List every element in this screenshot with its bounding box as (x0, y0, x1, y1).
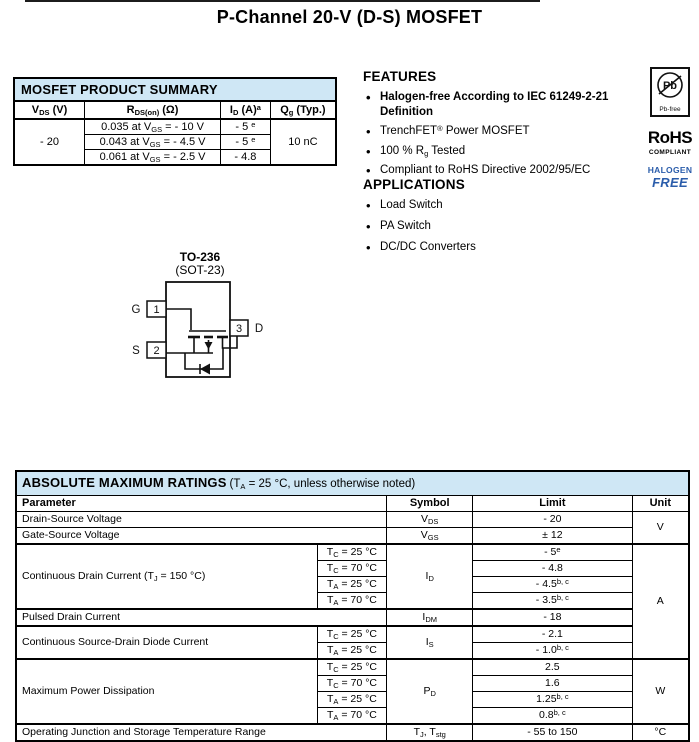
table-row: Operating Junction and Storage Temperature Range $T_J$, $T_{stg}$ - 55 to 150 °C (16, 724, 689, 741)
mosfet-symbol (166, 309, 237, 374)
top-rule (25, 0, 540, 2)
list-item: • Halogen-free According to IEC 61249-2-21 Definition (363, 90, 625, 120)
abs-title: ABSOLUTE MAXIMUM RATINGS (22, 475, 227, 490)
pin1-number: 1 (153, 304, 160, 316)
table-row: Gate-Source Voltage $V_{GS}$ ± 12 (16, 528, 689, 545)
table-row: $T_C = 70$ °C 1.6 (16, 676, 689, 692)
summary-qg-value: 10 nC (270, 119, 336, 165)
summary-rds-value: 0.061 at $V_{GS}$ = - 2.5 V (85, 150, 221, 166)
table-row: Maximum Power Dissipation $T_C = 25$ °C $P_D$ 2.5 W (16, 659, 689, 676)
rohs-title: RoHS (647, 128, 693, 147)
summary-vds-value: - 20 (14, 119, 85, 165)
summary-id-value: - 5 $^e$ (221, 119, 271, 135)
abs-header-row (16, 496, 689, 512)
table-row: $T_A = 25$ °C 1.25$^{b, c}$ (16, 692, 689, 708)
summary-col-vds: $V_{DS}$ (V) (14, 101, 85, 119)
col-symbol: Symbol (387, 496, 473, 512)
table-row: $T_A = 70$ °C 0.8$^{b, c}$ (16, 708, 689, 725)
table-row: Pulsed Drain Current $I_{DM}$ - 18 (16, 609, 689, 626)
gate-pin-label: G (131, 304, 141, 316)
features-list (363, 90, 635, 178)
applications-section (363, 177, 635, 262)
table-row: $T_A = 70$ °C - 3.5$^{b, c}$ (16, 593, 689, 610)
pin2-number: 2 (153, 345, 160, 357)
pb-free-label: Pb-free (659, 106, 681, 113)
summary-id-value: - 5 $^e$ (221, 135, 271, 150)
package-title: TO-236 (179, 250, 221, 264)
page-title: P-Channel 20-V (D-S) MOSFET (216, 7, 483, 27)
mosfet-product-summary-table (13, 77, 337, 166)
summary-id-value: - 4.8 (221, 150, 271, 166)
body-arrow (205, 342, 213, 350)
summary-col-qg: $Q_g$ (Typ.) (270, 101, 336, 119)
list-item: • PA Switch (363, 219, 625, 234)
rohs-subtitle: COMPLIANT (648, 149, 692, 156)
table-row: $T_C = 70$ °C - 4.8 (16, 561, 689, 577)
table-row: Continuous Source-Drain Diode Current $T_C = 25$ °C $I_S$ - 2.1 (16, 626, 689, 643)
features-section (363, 69, 635, 182)
summary-title-row (14, 78, 336, 101)
table-row: Drain-Source Voltage $V_{DS}$ - 20 V (16, 512, 689, 528)
col-unit: Unit (632, 496, 689, 512)
abs-title-row (16, 471, 689, 496)
summary-title: MOSFET PRODUCT SUMMARY (14, 78, 336, 101)
package-body (166, 282, 230, 377)
package-diagram (120, 278, 280, 383)
body-diode (200, 364, 210, 375)
abs-title-note: ($T_A = 25$ °C, unless otherwise noted) (229, 478, 416, 491)
pb-free-symbol (652, 70, 688, 116)
source-pin-label: S (132, 345, 140, 357)
list-item: • Compliant to RoHS Directive 2002/95/EC (363, 163, 625, 178)
table-row: $T_A = 25$ °C - 4.5$^{b, c}$ (16, 577, 689, 593)
pb-free-icon (650, 67, 690, 117)
summary-rds-value: 0.035 at $V_{GS}$ = - 10 V (85, 119, 221, 135)
summary-col-rds: $R_{DS(on)}$ (Ω) (85, 101, 221, 119)
halogen-label: HALOGEN (647, 165, 693, 175)
applications-list (363, 198, 635, 256)
list-item: • Load Switch (363, 198, 625, 213)
compliance-badges (645, 67, 695, 190)
pb-symbol-text: Pb (662, 80, 678, 92)
table-row (14, 119, 336, 135)
drain-pin-label: D (254, 323, 264, 335)
applications-title: APPLICATIONS (363, 177, 465, 192)
list-item: • TrenchFET® Power MOSFET (363, 124, 625, 139)
list-item: • 100 % $R_g$ Tested (363, 144, 625, 159)
features-title: FEATURES (363, 69, 437, 84)
list-item: • DC/DC Converters (363, 240, 625, 255)
table-row: Continuous Drain Current ($T_J = 150$ °C) $T_C = 25$ °C $I_D$ - 5e A (16, 544, 689, 561)
summary-rds-value: 0.043 at $V_{GS}$ = - 4.5 V (85, 135, 221, 150)
absolute-maximum-ratings-table (15, 470, 690, 742)
package-subtitle: (SOT-23) (175, 263, 225, 277)
halogen-free-label: FREE (652, 175, 688, 190)
summary-col-id: $I_D$ $(A)^a$ (221, 101, 271, 119)
col-limit: Limit (473, 496, 632, 512)
summary-header-row (14, 101, 336, 119)
pin3-number: 3 (235, 323, 243, 335)
table-row: $T_A = 25$ °C - 1.0$^{b, c}$ (16, 643, 689, 660)
col-parameter: Parameter (16, 496, 387, 512)
